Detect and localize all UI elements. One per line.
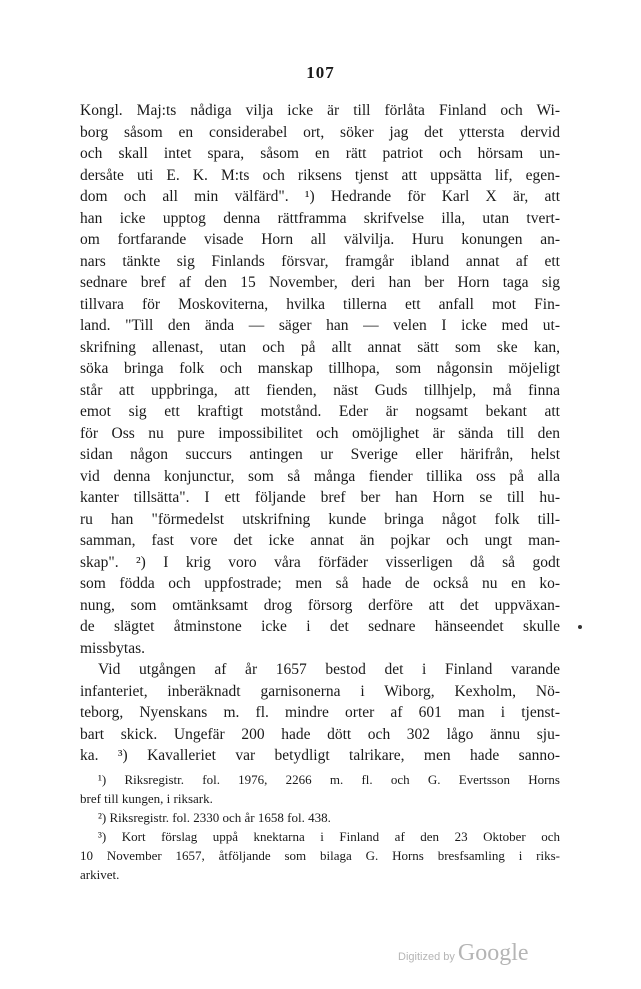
text-line: och skall intet spara, såsom en rätt patriot och hörsam un- [80,145,560,162]
text-line: emot sig ett kraftigt motstånd. Eder är nogsamt bekant att [80,403,560,420]
body-text [80,100,560,767]
text-line: nars tänkte sig Finlands försvar, framgår ibland annat af ett [80,252,560,270]
text-line: sednare bref af den 15 November, deri han ber Horn taga sig [80,274,560,291]
text-line: missbytas. [80,639,146,657]
watermark-prefix: Digitized by [398,951,455,963]
text-line: samman, fast vore det icke annat än pojkar och ungt man- [80,532,560,549]
text-line: står att uppbringa, att fienden, näst Guds tillhjelp, må finna [80,381,560,399]
text-line: dom och all min välfärd". ¹) Hedrande för Karl X är, att [80,188,560,205]
footnote-line: 10 November 1657, åtföljande som bilaga G. Horns bresfsamling i riks- [80,848,560,863]
footnote-line: ¹) Riksregistr. fol. 1976, 2266 m. fl. och G. Evertsson Horns [98,772,560,787]
text-line: skrifning allenast, utan och på allt annat sätt som ske kan, [80,338,560,356]
text-line: söka bringa folk och manskap tillhopa, som någonsin möjeligt [80,360,560,377]
text-line: sidan någon succurs antingen ur Sverige eller härifrån, helst [80,446,560,463]
text-line: Kongl. Maj:ts nådiga vilja icke är till förlåta Finland och Wi- [80,102,560,119]
google-watermark [398,940,529,967]
text-line: ru han "förmedelst utskrifning kunde bringa något folk till- [80,510,560,528]
text-line: kanter tillsätta". I ett följande bref ber han Horn se till hu- [80,489,560,506]
text-line: nung, som omtänksamt drog försorg derföre att det uppväxan- [80,596,560,614]
footnote-line: ³) Kort förslag uppå knektarna i Finland af den 23 Oktober och [98,829,560,844]
text-line: land. "Till den ända — säger han — velen I icke med ut- [80,317,560,334]
text-line: skap". ²) I krig voro våra förfäder visserligen då så godt [80,553,560,571]
margin-mark [578,625,582,629]
text-line: borg såsom en considerabel ort, söker jag det yttersta dervid [80,123,560,141]
text-line: tillvara för Moskoviterna, hvilka tillerna ett anfall mot Fin- [80,295,560,313]
text-line: om fortfarande visade Horn all välvilja. Huru konungen an- [80,231,560,248]
text-line: han icke upptog denna rättframma skrifvelse illa, utan tvert- [80,209,560,227]
text-line: teborg, Nyenskans m. fl. mindre orter af 601 man i tjenst- [80,704,560,721]
text-line: infanteriet, inberäknadt garnisonerna i Wiborg, Kexholm, Nö- [80,682,560,700]
text-line: dersåte uti E. K. M:ts och riksens tjenst att uppsätta lif, egen- [80,166,560,184]
page-number: 107 [306,63,335,82]
text-line: för Oss nu pure impossibilitet och omöjlighet är sända till den [80,424,560,442]
text-line: som födda och uppfostrade; men så hade de också nu en ko- [80,575,560,592]
footnote-line: arkivet. [80,867,120,882]
footnote-line: bref till kungen, i riksark. [80,791,213,806]
text-line: de slägtet åtminstone icke i det sednare hänseendet skulle [80,618,560,635]
footnote-line: ²) Riksregistr. fol. 2330 och år 1658 fol. 438. [98,810,331,825]
text-line: Vid utgången af år 1657 bestod det i Finland varande [98,661,560,678]
text-line: vid denna konjunctur, som så många fiender tillika oss på alla [80,467,560,485]
text-line: bart skick. Ungefär 200 hade dött och 302 lågo ännu sju- [80,725,560,743]
google-logo: Google [457,940,529,966]
footnotes [80,770,560,884]
text-line: ka. ³) Kavalleriet var betydligt talrikare, men hade sanno- [80,747,560,764]
